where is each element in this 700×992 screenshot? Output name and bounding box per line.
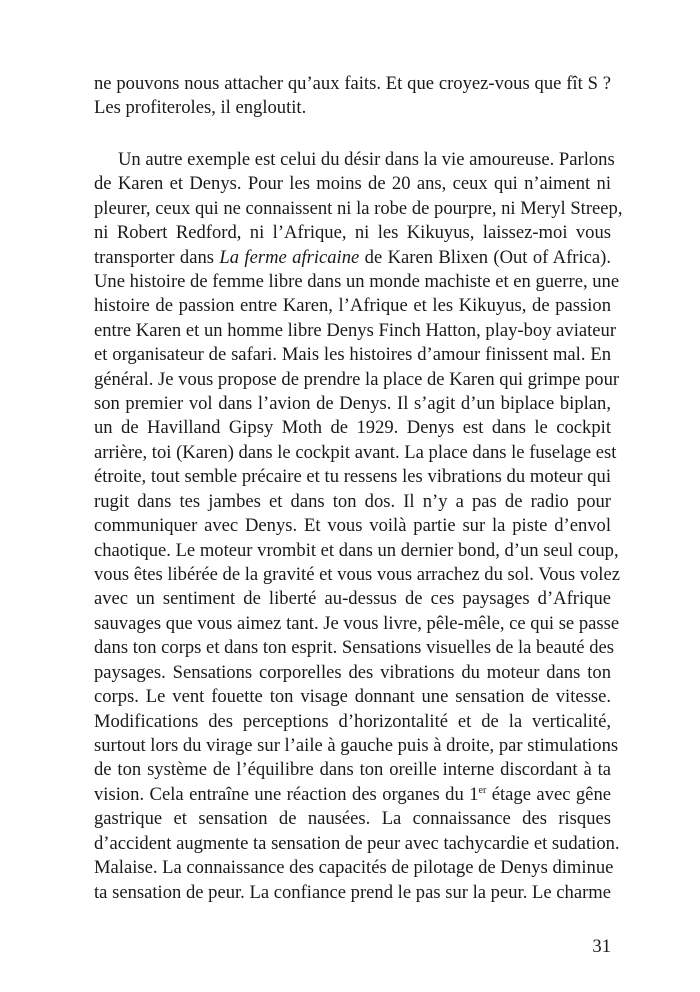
- text-line: son premier vol dans l’avion de Denys. Il s’agit d’un biplace biplan,: [94, 393, 611, 415]
- text-line: général. Je vous propose de prendre la place de Karen qui grimpe pour: [94, 368, 620, 390]
- text-line: vous êtes libérée de la gravité et vous vous arrachez du sol. Vous volez: [94, 564, 620, 586]
- text-line: paysages. Sensations corporelles des vibrations du moteur dans ton: [94, 661, 611, 683]
- text-line: arrière, toi (Karen) dans le cockpit avant. La place dans le fuselage est: [94, 441, 617, 463]
- text-line: dans ton corps et dans ton esprit. Sensations visuelles de la beauté des: [94, 637, 614, 659]
- text-line: [94, 246, 611, 270]
- text-line: et organisateur de safari. Mais les histoires d’amour finissent mal. En: [94, 344, 611, 366]
- text-segment: vision. Cela entraîne une réaction des organes du 1: [94, 783, 479, 805]
- text-line: chaotique. Le moteur vrombit et dans un dernier bond, d’un seul coup,: [94, 539, 619, 561]
- text-line: avec un sentiment de liberté au-dessus de ces paysages d’Afrique: [94, 588, 611, 610]
- text-segment: de Karen Blixen (Out of Africa).: [359, 246, 612, 268]
- paragraph-2: [94, 148, 623, 905]
- text-line: rugit dans tes jambes et dans ton dos. Il n’y a pas de radio pour: [94, 490, 611, 512]
- text-line: Modifications des perceptions d’horizontalité et de la verticalité,: [94, 710, 611, 732]
- paragraph-1: [94, 72, 611, 121]
- book-title: La ferme africaine: [219, 246, 360, 268]
- text-line: étroite, tout semble précaire et tu ressens les vibrations du moteur qui: [94, 466, 611, 488]
- text-line: d’accident augmente ta sensation de peur avec tachycardie et sudation.: [94, 832, 620, 854]
- text-line: communiquer avec Denys. Et vous voilà partie sur la piste d’envol: [94, 515, 611, 537]
- text-line: pleurer, ceux qui ne connaissent ni la robe de pourpre, ni Meryl Streep,: [94, 197, 623, 219]
- text-line: ni Robert Redford, ni l’Afrique, ni les Kikuyus, laissez-moi vous: [94, 222, 611, 244]
- page-body: [94, 72, 623, 905]
- text-line: de ton système de l’équilibre dans ton oreille interne discordant à ta: [94, 759, 611, 781]
- text-segment: étage avec gêne: [486, 783, 611, 805]
- text-line: Les profiteroles, il engloutit.: [94, 97, 307, 119]
- text-line: gastrique et sensation de nausées. La connaissance des risques: [94, 808, 611, 830]
- text-line: ne pouvons nous attacher qu’aux faits. Et que croyez-vous que fît S ?: [94, 73, 611, 94]
- text-line: histoire de passion entre Karen, l’Afrique et les Kikuyus, de passion: [94, 295, 611, 317]
- text-line: Une histoire de femme libre dans un monde machiste et en guerre, une: [94, 270, 620, 292]
- text-line: entre Karen et un homme libre Denys Finch Hatton, play-boy aviateur: [94, 319, 617, 341]
- text-line: Malaise. La connaissance des capacités de pilotage de Denys diminue: [94, 857, 614, 879]
- text-line: Un autre exemple est celui du désir dans la vie amoureuse. Parlons: [118, 148, 615, 170]
- page-number: 31: [592, 936, 611, 957]
- superscript: er: [478, 784, 487, 796]
- text-line: de Karen et Denys. Pour les moins de 20 ans, ceux qui n’aiment ni: [94, 173, 611, 195]
- text-line: surtout lors du virage sur l’aile à gauche puis à droite, par stimulations: [94, 734, 619, 756]
- text-line: [94, 783, 611, 807]
- text-line: corps. Le vent fouette ton visage donnant une sensation de vitesse.: [94, 686, 611, 708]
- text-line: sauvages que vous aimez tant. Je vous livre, pêle-mêle, ce qui se passe: [94, 612, 620, 634]
- text-line: un de Havilland Gipsy Moth de 1929. Denys est dans le cockpit: [94, 417, 611, 439]
- text-segment: transporter dans: [94, 246, 220, 268]
- text-line: ta sensation de peur. La confiance prend le pas sur la peur. Le charme: [94, 881, 611, 903]
